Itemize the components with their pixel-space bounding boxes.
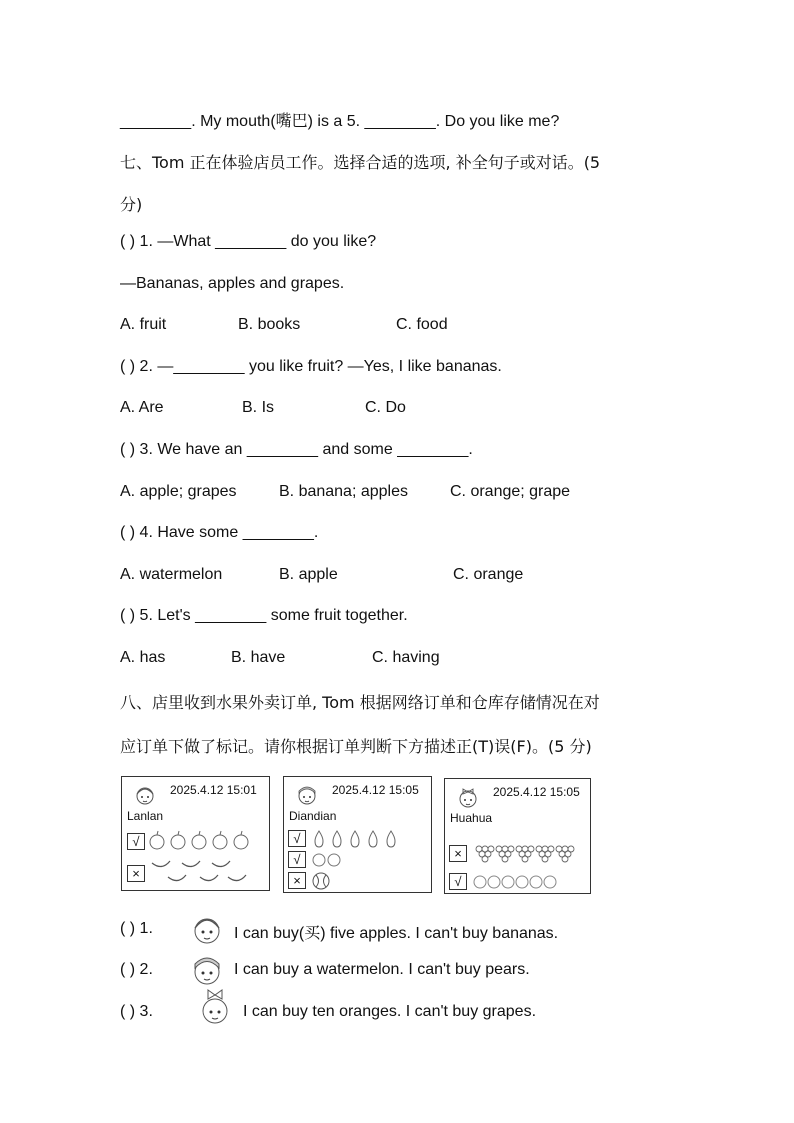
section8-title: 八、店里收到水果外卖订单, Tom 根据网络订单和仓库存储情况在对 — [120, 693, 600, 712]
order-customer-name: Diandian — [289, 809, 337, 823]
statement-text: I can buy(买) five apples. I can't buy bananas. — [234, 925, 559, 942]
girl-avatar-icon — [457, 785, 479, 811]
q7-2-option-b: B. Is — [242, 399, 275, 416]
boy-avatar-icon — [190, 951, 224, 989]
q7-4-option-c: C. orange — [453, 566, 524, 583]
banana-row-icon — [148, 857, 264, 887]
order-card-diandian — [283, 776, 432, 893]
section8-title-cont: 应订单下做了标记。请你根据订单判断下方描述正(T)误(F)。(5 分) — [120, 737, 592, 756]
q7-3-stem: ( ) 3. We have an ________ and some ________. — [120, 441, 473, 458]
q7-1-stem: ( ) 1. —What ________ do you like? — [120, 233, 377, 250]
boy-avatar-icon — [296, 783, 318, 809]
cross-mark-icon: × — [127, 865, 145, 882]
q7-1-option-a: A. fruit — [120, 316, 167, 333]
girl-avatar-icon — [198, 987, 232, 1029]
statement-2 — [120, 961, 530, 979]
statement-text: I can buy a watermelon. I can't buy pears. — [234, 961, 530, 978]
cross-mark-icon: × — [449, 845, 467, 862]
order-customer-name: Lanlan — [127, 809, 164, 823]
girl-avatar-icon — [190, 910, 224, 948]
cross-mark-icon: × — [288, 872, 306, 889]
order-datetime: 2025.4.12 15:01 — [170, 783, 257, 797]
order-customer-name: Huahua — [450, 811, 493, 825]
orange-row-icon — [310, 850, 360, 870]
q7-5-option-a: A. has — [120, 649, 166, 666]
section7-title: 七、Tom 正在体验店员工作。选择合适的选项, 补全句子或对话。(5 — [120, 153, 601, 172]
order-card-lanlan — [121, 776, 270, 891]
q7-5-option-b: B. have — [231, 649, 286, 666]
q7-1-option-b: B. books — [238, 316, 301, 333]
q7-2-option-a: A. Are — [120, 399, 164, 416]
statement-3 — [120, 1003, 537, 1021]
statement-text: I can buy ten oranges. I can't buy grapes. — [243, 1003, 537, 1020]
check-mark-icon: √ — [288, 830, 306, 847]
apple-row-icon — [148, 830, 264, 852]
order-datetime: 2025.4.12 15:05 — [332, 783, 419, 797]
q7-4-stem: ( ) 4. Have some ________. — [120, 524, 319, 541]
intro-line: ________. My mouth(嘴巴) is a 5. ________. Do you like me? — [120, 113, 560, 130]
q7-3-option-c: C. orange; grape — [450, 483, 571, 500]
pear-row-icon — [310, 827, 420, 849]
q7-5-option-c: C. having — [372, 649, 440, 666]
orange-row-icon — [473, 873, 565, 891]
girl-avatar-icon — [134, 783, 156, 809]
q7-2-stem: ( ) 2. —________ you like fruit? —Yes, I like bananas. — [120, 358, 502, 375]
q7-3-option-a: A. apple; grapes — [120, 483, 237, 500]
check-mark-icon: √ — [288, 851, 306, 868]
q7-3-option-b: B. banana; apples — [279, 483, 408, 500]
q7-2-option-c: C. Do — [365, 399, 406, 416]
watermelon-icon — [310, 870, 334, 892]
order-datetime: 2025.4.12 15:05 — [493, 785, 580, 799]
q7-5-stem: ( ) 5. Let's ________ some fruit together. — [120, 607, 408, 624]
check-mark-icon: √ — [127, 833, 145, 850]
statement-1 — [120, 920, 559, 942]
statement-prefix: ( ) 1. — [120, 920, 153, 937]
order-card-huahua — [444, 778, 591, 894]
q7-1-answer: —Bananas, apples and grapes. — [120, 275, 345, 292]
check-mark-icon: √ — [449, 873, 467, 890]
statement-prefix: ( ) 3. — [120, 1003, 153, 1020]
grape-row-icon — [473, 841, 579, 865]
q7-4-option-a: A. watermelon — [120, 566, 223, 583]
q7-1-option-c: C. food — [396, 316, 448, 333]
q7-4-option-b: B. apple — [279, 566, 338, 583]
section7-title-cont: 分) — [120, 195, 143, 214]
statement-prefix: ( ) 2. — [120, 961, 153, 978]
